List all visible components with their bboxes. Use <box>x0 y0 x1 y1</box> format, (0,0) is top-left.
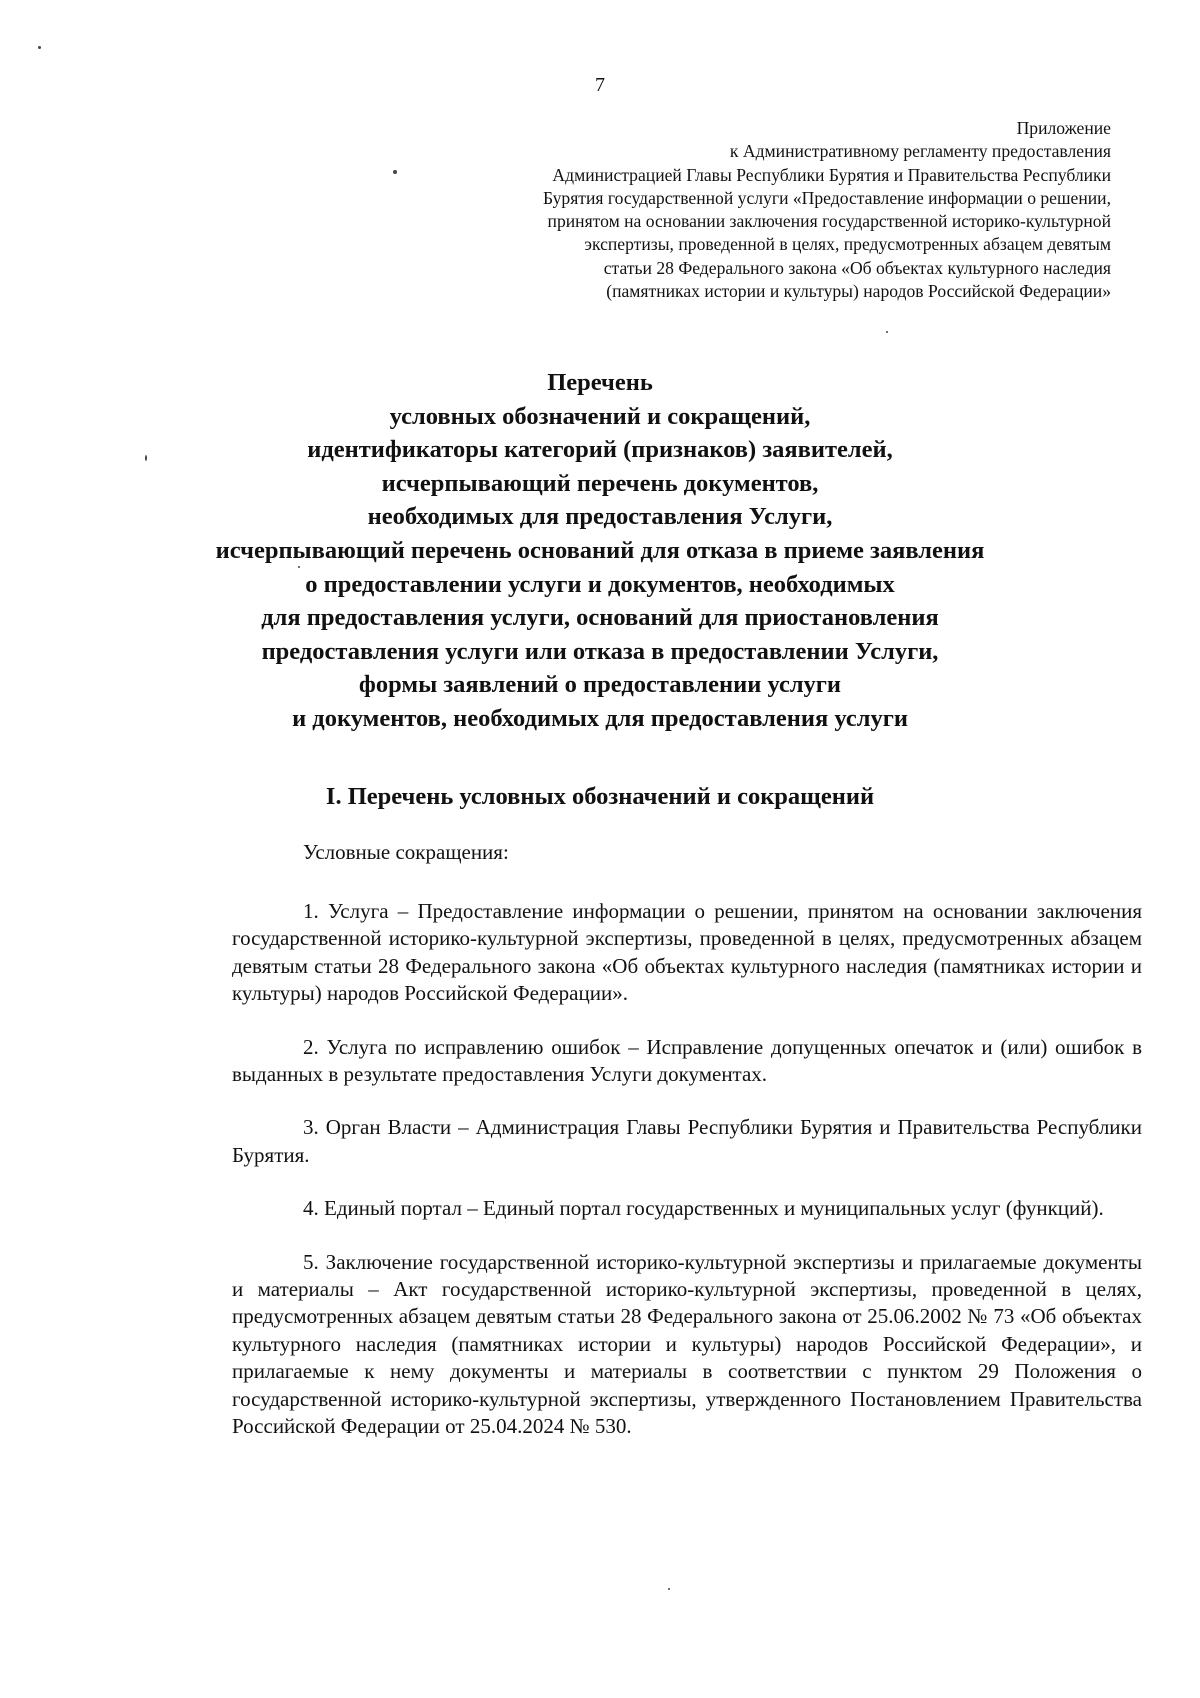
title-line: предоставления услуги или отказа в предоставлении Услуги, <box>261 637 939 665</box>
list-item: 3. Орган Власти – Администрация Главы Республики Бурятия и Правительства Республики Бурятия. <box>232 1115 1142 1167</box>
title-line: формы заявлений о предоставлении услуги <box>358 671 842 699</box>
list-item: 2. Услуга по исправлению ошибок – Исправление допущенных опечаток и (или) ошибок в выданных в результате предоставления Услуги документах. <box>232 1034 1142 1087</box>
scan-speck <box>393 170 397 174</box>
list-item: 1. Услуга – Предоставление информации о решении, принятом на основании заключения государственной историко-культурной экспертизы, проведенной в целях, предусмотренных абзацем девятым статьи 28 Федерального закона «Об объектах культурного наследия (памятниках истории и культуры) народов Российской Федерации». <box>232 899 1142 1006</box>
annex-header <box>391 117 1111 303</box>
annex-line: экспертизы, проведенной в целях, предусмотренных абзацем девятым <box>584 234 1111 255</box>
title-line: исчерпывающий перечень оснований для отказа в приеме заявления <box>215 536 985 564</box>
list-item: 4. Единый портал – Единый портал государственных и муниципальных услуг (функций). <box>303 1196 1104 1221</box>
title-line: для предоставления услуги, оснований для приостановления <box>261 604 939 632</box>
scan-speck <box>886 331 888 333</box>
title-line: о предоставлении услуги и документов, необходимых <box>305 570 895 598</box>
scan-speck <box>38 46 41 49</box>
title-line: Перечень <box>547 369 653 396</box>
list-item: 5. Заключение государственной историко-культурной экспертизы и прилагаемые документы и материалы – Акт государственной историко-культурной экспертизы, проведенной в целях, предусмотренных абзацем девятым статьи 28 Федерального закона от 25.06.2002 № 73 «Об объектах культурного наследия (памятниках истории и культуры) народов Российской Федерации», и прилагаемые к нему документы и материалы в соответствии с пунктом 29 Положения о государственной историко-культурной экспертизы, утвержденного Постановлением Правительства Российской Федерации от 25.04.2024 № 530. <box>232 1249 1142 1439</box>
annex-line: Приложение <box>1016 118 1111 138</box>
annex-line: принятом на основании заключения государственной историко-культурной <box>547 211 1111 232</box>
scan-speck <box>298 566 300 568</box>
title-line: идентификаторы категорий (признаков) заявителей, <box>307 436 893 464</box>
annex-line: (памятниках истории и культуры) народов Российской Федерации» <box>606 281 1111 302</box>
annex-line: Бурятия государственной услуги «Предоставление информации о решении, <box>542 187 1111 208</box>
document-title <box>0 366 1200 736</box>
title-line: и документов, необходимых для предоставления услуги <box>292 704 908 732</box>
title-line: необходимых для предоставления Услуги, <box>367 503 833 531</box>
annex-line: статьи 28 Федерального закона «Об объектах культурного наследия <box>603 257 1111 278</box>
abbreviations-list <box>232 898 1142 1467</box>
annex-line: Администрацией Главы Республики Бурятия и Правительства Республики <box>552 164 1111 185</box>
annex-line: к Административному регламенту предоставления <box>729 141 1111 162</box>
section-heading: I. Перечень условных обозначений и сокращений <box>325 783 875 810</box>
scan-speck <box>145 455 147 461</box>
page-number: 7 <box>595 74 605 96</box>
scan-speck <box>668 1588 670 1590</box>
title-line: исчерпывающий перечень документов, <box>381 469 819 497</box>
title-line: условных обозначений и сокращений, <box>389 402 811 430</box>
abbreviations-intro: Условные сокращения: <box>303 840 509 864</box>
